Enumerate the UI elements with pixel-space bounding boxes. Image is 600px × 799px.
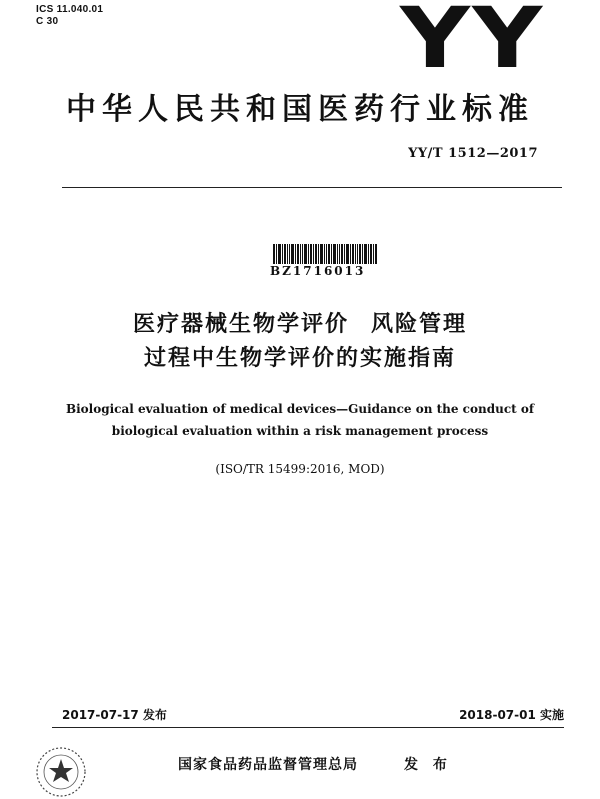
ics-code: ICS 11.040.01 (36, 4, 104, 15)
yy-logo: YY (400, 0, 545, 87)
english-title-line-2: biological evaluation within a risk management process (111, 424, 489, 438)
official-seal-icon (34, 745, 88, 799)
barcode-number: BZ1716013 (270, 264, 366, 278)
top-divider (62, 187, 562, 188)
issue-label: 发 布 (404, 757, 452, 773)
chinese-title-line-2: 过程中生物学评价的实施指南 (143, 346, 456, 371)
chinese-title-part-a: 医疗器械生物学评价 (132, 312, 349, 337)
chinese-title-part-b: 风险管理 (371, 312, 468, 337)
implementation-date: 2018-07-01 实施 (459, 708, 564, 722)
ccs-code: C 30 (36, 16, 59, 27)
english-title-line-1: Biological evaluation of medical devices—Guidance on the conduct of (65, 402, 535, 416)
bottom-divider (52, 727, 564, 728)
chinese-title-line-1 (0, 310, 600, 340)
classification-codes (36, 4, 103, 28)
iso-reference: (ISO/TR 15499:2016, MOD) (215, 462, 385, 476)
issue-date: 2017-07-17 发布 (62, 708, 167, 722)
issuing-authority: 国家食品药品监督管理总局 (178, 757, 358, 773)
barcode-icon (273, 244, 378, 264)
standard-number: YY/T 1512—2017 (408, 146, 538, 161)
standard-title: 中华人民共和国医药行业标准 (66, 92, 534, 127)
